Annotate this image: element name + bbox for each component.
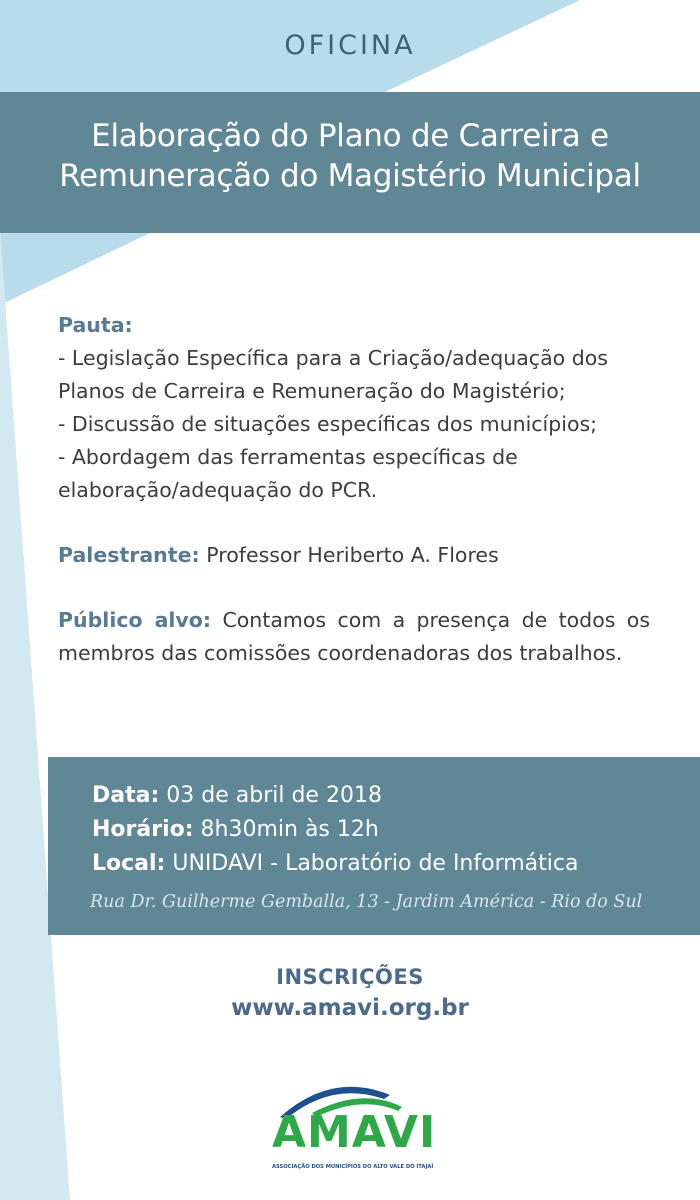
registration [0,965,700,1021]
pauta-item: - Legislação Específica para a Criação/adequação dos [58,346,608,370]
date-row [92,779,700,813]
pauta-label: Pauta: [58,313,133,337]
time-label: Horário: [92,817,194,842]
publico-value: Contamos com a presença de todos os membros das comissões coordenadoras dos trabalhos. [58,608,650,665]
date-label: Data: [92,783,160,808]
logo-subtitle: ASSOCIAÇÃO DOS MUNICÍPIOS DO ALTO VALE DO ITAJAÍ [272,1164,434,1170]
top-left-triangle [0,233,150,305]
date-value: 03 de abril de 2018 [166,783,382,808]
location-row [92,847,700,881]
pauta-item: Planos de Carreira e Remuneração do Magistério; [58,379,566,403]
location-label: Local: [92,851,166,876]
time-row [92,813,700,847]
pauta-item: elaboração/adequação do PCR. [58,478,378,502]
address: Rua Dr. Guilherme Gemballa, 13 - Jardim América - Rio do Sul [90,892,643,912]
title-band [0,92,700,233]
registration-url[interactable]: www.amavi.org.br [231,995,469,1021]
palestrante-value: Professor Heriberto A. Flores [206,543,499,567]
title-line-2: Remuneração do Magistério Municipal [59,158,641,194]
publico [58,604,650,670]
title-line-1: Elaboração do Plano de Carreira e [91,118,609,154]
registration-label: INSCRIÇÕES [276,965,424,989]
pauta-item: - Abordagem das ferramentas específicas de [58,445,518,469]
palestrante [58,539,650,572]
amavi-logo [272,1077,437,1177]
publico-label: Público alvo: [58,608,212,632]
palestrante-label: Palestrante: [58,543,200,567]
info-band [48,757,700,935]
time-value: 8h30min às 12h [200,817,379,842]
pauta-item: - Discussão de situações específicas dos municípios; [58,412,598,436]
event-type: OFICINA [284,30,416,61]
location-value: UNIDAVI - Laboratório de Informática [172,851,579,876]
logo-wordmark: AMAVI [272,1107,437,1158]
content-body [58,309,650,670]
